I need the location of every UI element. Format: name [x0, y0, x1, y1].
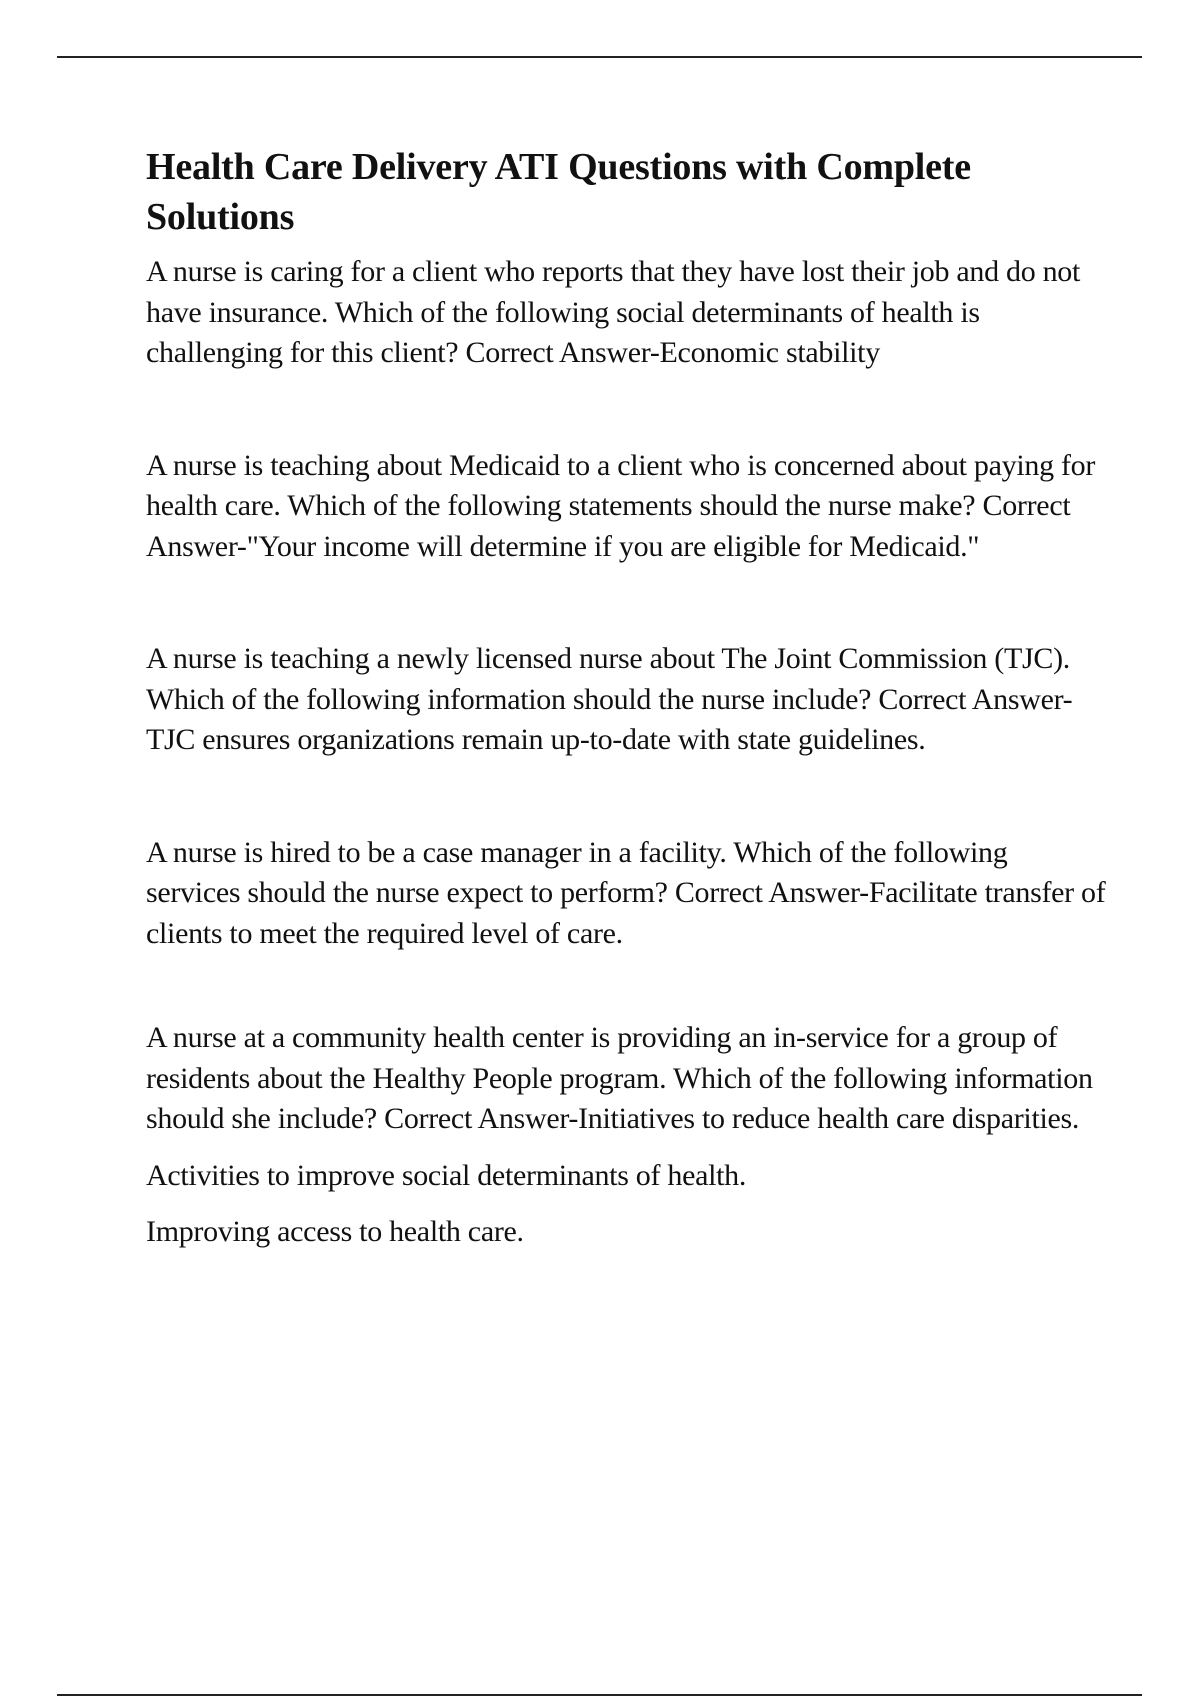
document-body	[146, 142, 1106, 1253]
document-title: Health Care Delivery ATI Questions with Complete Solutions	[146, 146, 971, 238]
qa-paragraph-4: A nurse is hired to be a case manager in a facility. Which of the following services should the nurse expect to perform? Correct Answer-Facilitate transfer of clients to meet the required level of care.	[146, 835, 1106, 950]
qa-paragraph-3: A nurse is teaching a newly licensed nurse about The Joint Commission (TJC). Which of the following information should the nurse include? Correct Answer-TJC ensures organizations remain up-to-date with state guidelines.	[146, 642, 1073, 756]
footer-rule	[57, 1694, 1142, 1696]
qa-paragraph-1: A nurse is caring for a client who reports that they have lost their job and do not have insurance. Which of the following social determinants of health is challenging for this client? Correct Answer-Economic stability	[146, 255, 1081, 369]
answer-continuation-2: Improving access to health care.	[146, 1215, 524, 1248]
answer-continuation-1: Activities to improve social determinants of health.	[146, 1158, 747, 1192]
qa-paragraph-5: A nurse at a community health center is providing an in-service for a group of residents about the Healthy People program. Which of the following information should she include? Correct Answer-Initiatives to reduce health care disparities.	[146, 1021, 1093, 1135]
qa-paragraph-2: A nurse is teaching about Medicaid to a client who is concerned about paying for health care. Which of the following statements should the nurse make? Correct Answer-"Your income will determine if you are eligible for Medicaid."	[146, 448, 1096, 563]
header-rule	[57, 56, 1142, 58]
